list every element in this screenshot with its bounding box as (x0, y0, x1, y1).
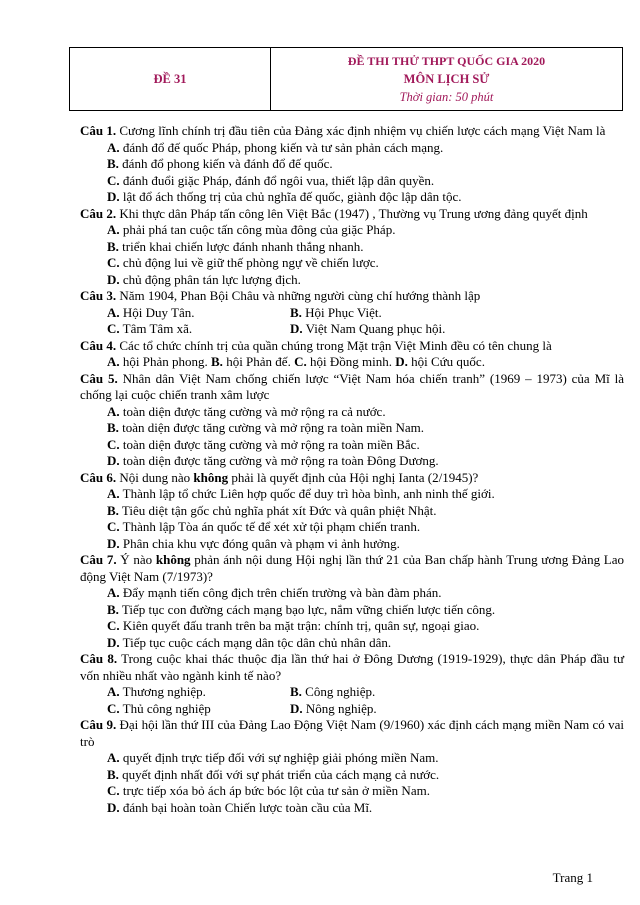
answer-row (80, 305, 624, 322)
option: D. hội Cứu quốc. (395, 354, 485, 369)
question (80, 371, 624, 470)
answer-option: A. phải phá tan cuộc tấn công mùa đông của giặc Pháp. (107, 222, 396, 237)
question-number: Câu 1. (80, 123, 117, 138)
option-letter: A. (107, 486, 120, 501)
answer-option: D. chủ động phân tán lực lượng địch. (107, 271, 301, 287)
question-number: Câu 4. (80, 337, 117, 353)
answer-option: C. Thủ công nghiệp (107, 700, 211, 716)
answer-option: B. Công nghiệp. (290, 684, 376, 699)
question-text: Câu 4. Các tổ chức chính trị của quần chúng trong Mặt trận Việt Minh đều có tên chung là (80, 337, 552, 353)
emphasis: không (193, 469, 229, 485)
answer-option: D. toàn diện được tăng cường và mở rộng ra toàn Đông Dương. (107, 453, 439, 468)
question (80, 717, 624, 816)
question (80, 206, 624, 289)
option-letter: D. (107, 189, 120, 204)
question-text: Câu 8. Trong cuộc khai thác thuộc địa lần thứ hai ở Đông Dương (1919-1929), thực dân Pháp đầu tư vốn nhiều nhất vào ngành kinh tế nào? (80, 651, 624, 683)
question (80, 470, 624, 553)
question-number: Câu 3. (80, 288, 117, 303)
option-letter: A. (107, 354, 120, 369)
exam-code-cell (70, 48, 271, 110)
question (80, 123, 624, 206)
question-text: Câu 2. Khi thực dân Pháp tấn công lên Việt Bắc (1947) , Thường vụ Trung ương đảng quyết định (80, 205, 588, 221)
option-letter: C. (107, 618, 120, 633)
answer-row (80, 701, 624, 718)
answer-option: A. toàn diện được tăng cường và mở rộng ra cả nước. (107, 403, 386, 419)
answer-option: B. đánh đổ phong kiến và đánh đổ đế quốc. (107, 156, 333, 171)
answer-option: C. đánh đuổi giặc Pháp, đánh đổ ngôi vua, thiết lập dân quyền. (107, 172, 435, 188)
answer-option: A. Thương nghiệp. (107, 684, 206, 699)
option-letter: C. (107, 255, 120, 270)
option-letter: C. (294, 354, 307, 369)
answer-option: D. Việt Nam Quang phục hội. (290, 321, 446, 336)
exam-header (69, 47, 623, 111)
question-number: Câu 7. (80, 552, 117, 567)
exam-duration: Thời gian: 50 phút (399, 90, 494, 104)
option-letter: A. (107, 139, 120, 155)
question-text: Câu 7. Ý nào không phản ánh nội dung Hội nghị lần thứ 21 của Ban chấp hành Trung ương Đảng Lao động Việt Nam (7/1973)? (80, 552, 624, 584)
question-number: Câu 9. (80, 717, 117, 732)
option-letter: A. (107, 750, 120, 765)
answer-option: A. đánh đổ đế quốc Pháp, phong kiến và tư sản phản cách mạng. (107, 139, 444, 155)
exam-title: ĐỀ THI THỬ THPT QUỐC GIA 2020 (347, 54, 546, 68)
answer-option: B. Hội Phục Việt. (290, 304, 382, 320)
question-number: Câu 2. (80, 205, 117, 221)
option-letter: B. (290, 304, 302, 320)
answer-option: D. đánh bại hoàn toàn Chiến lược toàn cầu của Mĩ. (107, 799, 373, 815)
option: B. hội Phản đế. (211, 354, 291, 369)
question-list (80, 123, 624, 816)
answer-row (80, 321, 624, 338)
option-letter: B. (211, 354, 223, 369)
option-letter: D. (395, 354, 408, 369)
answer-option: D. Nông nghiệp. (290, 700, 377, 716)
option-letter: C. (107, 700, 120, 716)
option-letter: C. (107, 436, 120, 452)
answer-option: B. Tiêu diệt tận gốc chủ nghĩa phát xít Đức và quân phiệt Nhật. (107, 502, 437, 518)
option-letter: C. (107, 783, 120, 798)
answer-row (80, 684, 624, 701)
question (80, 288, 624, 338)
option-letter: B. (107, 238, 119, 254)
option-letter: D. (107, 799, 120, 815)
answer-option: D. lật đổ ách thống trị của chủ nghĩa đế quốc, giành độc lập dân tộc. (107, 189, 462, 204)
option: A. hội Phản phong. (107, 354, 208, 369)
answer-option: C. Thành lập Tòa án quốc tế để xét xử tội phạm chiến tranh. (107, 519, 421, 534)
exam-info-cell (271, 48, 622, 110)
option-letter: B. (290, 684, 302, 699)
answer-option: B. triển khai chiến lược đánh nhanh thắng nhanh. (107, 238, 364, 254)
option-letter: C. (107, 321, 120, 336)
answer-option: C. chủ động lui về giữ thế phòng ngự về chiến lược. (107, 255, 379, 270)
answer-option: C. trực tiếp xóa bỏ ách áp bức bóc lột của tư sản ở miền Nam. (107, 783, 430, 798)
question (80, 552, 624, 651)
option-letter: D. (107, 535, 120, 551)
answer-option: D. Tiếp tục cuộc cách mạng dân tộc dân chủ nhân dân. (107, 634, 392, 650)
emphasis: không (155, 552, 191, 567)
option-letter: A. (107, 304, 120, 320)
answer-option: B. toàn diện được tăng cường và mở rộng ra toàn miền Nam. (107, 420, 425, 435)
answer-option: C. Kiên quyết đấu tranh trên ba mặt trận: chính trị, quân sự, ngoại giao. (107, 618, 480, 633)
option-letter: B. (107, 601, 119, 617)
answer-option: C. toàn diện được tăng cường và mở rộng ra toàn miền Bắc. (107, 436, 420, 452)
question-text: Câu 9. Đại hội lần thứ III của Đảng Lao Động Việt Nam (9/1960) xác định cách mạng miền Nam có vai trò (80, 717, 625, 749)
answer-option: C. Tâm Tâm xã. (107, 321, 193, 336)
option-letter: D. (107, 271, 120, 287)
option-letter: B. (107, 502, 119, 518)
question-text: Câu 5. Nhân dân Việt Nam chống chiến lược “Việt Nam hóa chiến tranh” (1969 – 1973) của Mĩ là chống lại cuộc chiến tranh xâm lược (80, 370, 624, 402)
question-number: Câu 8. (80, 651, 118, 666)
option-letter: D. (290, 321, 303, 336)
answer-option: A. quyết định trực tiếp đối với sự nghiệp giải phóng miền Nam. (107, 750, 439, 765)
question-number: Câu 6. (80, 469, 117, 485)
answer-option: D. Phân chia khu vực đóng quân và phạm vi ảnh hưởng. (107, 535, 400, 551)
exam-subject: MÔN LỊCH SỬ (403, 72, 490, 86)
page-number: Trang 1 (552, 870, 593, 885)
question (80, 338, 624, 371)
answer-option: A. Thành lập tổ chức Liên hợp quốc để duy trì hòa bình, anh ninh thế giới. (107, 486, 495, 501)
answer-option: A. Đẩy mạnh tiến công địch trên chiến trường và bàn đàm phán. (107, 585, 442, 600)
option-letter: D. (290, 700, 303, 716)
option-letter: A. (107, 222, 120, 237)
option-letter: B. (107, 156, 119, 171)
question-text: Câu 3. Năm 1904, Phan Bội Châu và những người cùng chí hướng thành lập (80, 288, 481, 303)
option: C. hội Đồng minh. (294, 354, 392, 369)
option-letter: C. (107, 172, 120, 188)
option-letter: D. (107, 634, 120, 650)
option-letter: B. (107, 766, 119, 782)
option-letter: D. (107, 453, 120, 468)
question-text: Câu 1. Cương lĩnh chính trị đầu tiên của Đảng xác định nhiệm vụ chiến lược cách mạng Việt Nam là (80, 123, 606, 138)
exam-code: ĐỀ 31 (153, 71, 187, 86)
option-letter: A. (107, 585, 120, 600)
option-letter: B. (107, 420, 119, 435)
question (80, 651, 624, 717)
question-number: Câu 5. (80, 370, 118, 386)
option-letter: C. (107, 519, 120, 534)
answer-option: A. Hội Duy Tân. (107, 304, 195, 320)
answer-option: B. Tiếp tục con đường cách mạng bạo lực, nắm vững chiến lược tiến công. (107, 601, 496, 617)
answer-option: B. quyết định nhất đối với sự phát triển của cách mạng cả nước. (107, 766, 440, 782)
question-text: Câu 6. Nội dung nào không phải là quyết định của Hội nghị Ianta (2/1945)? (80, 469, 479, 485)
option-letter: A. (107, 684, 120, 699)
answer-row (80, 354, 624, 371)
option-letter: A. (107, 403, 120, 419)
